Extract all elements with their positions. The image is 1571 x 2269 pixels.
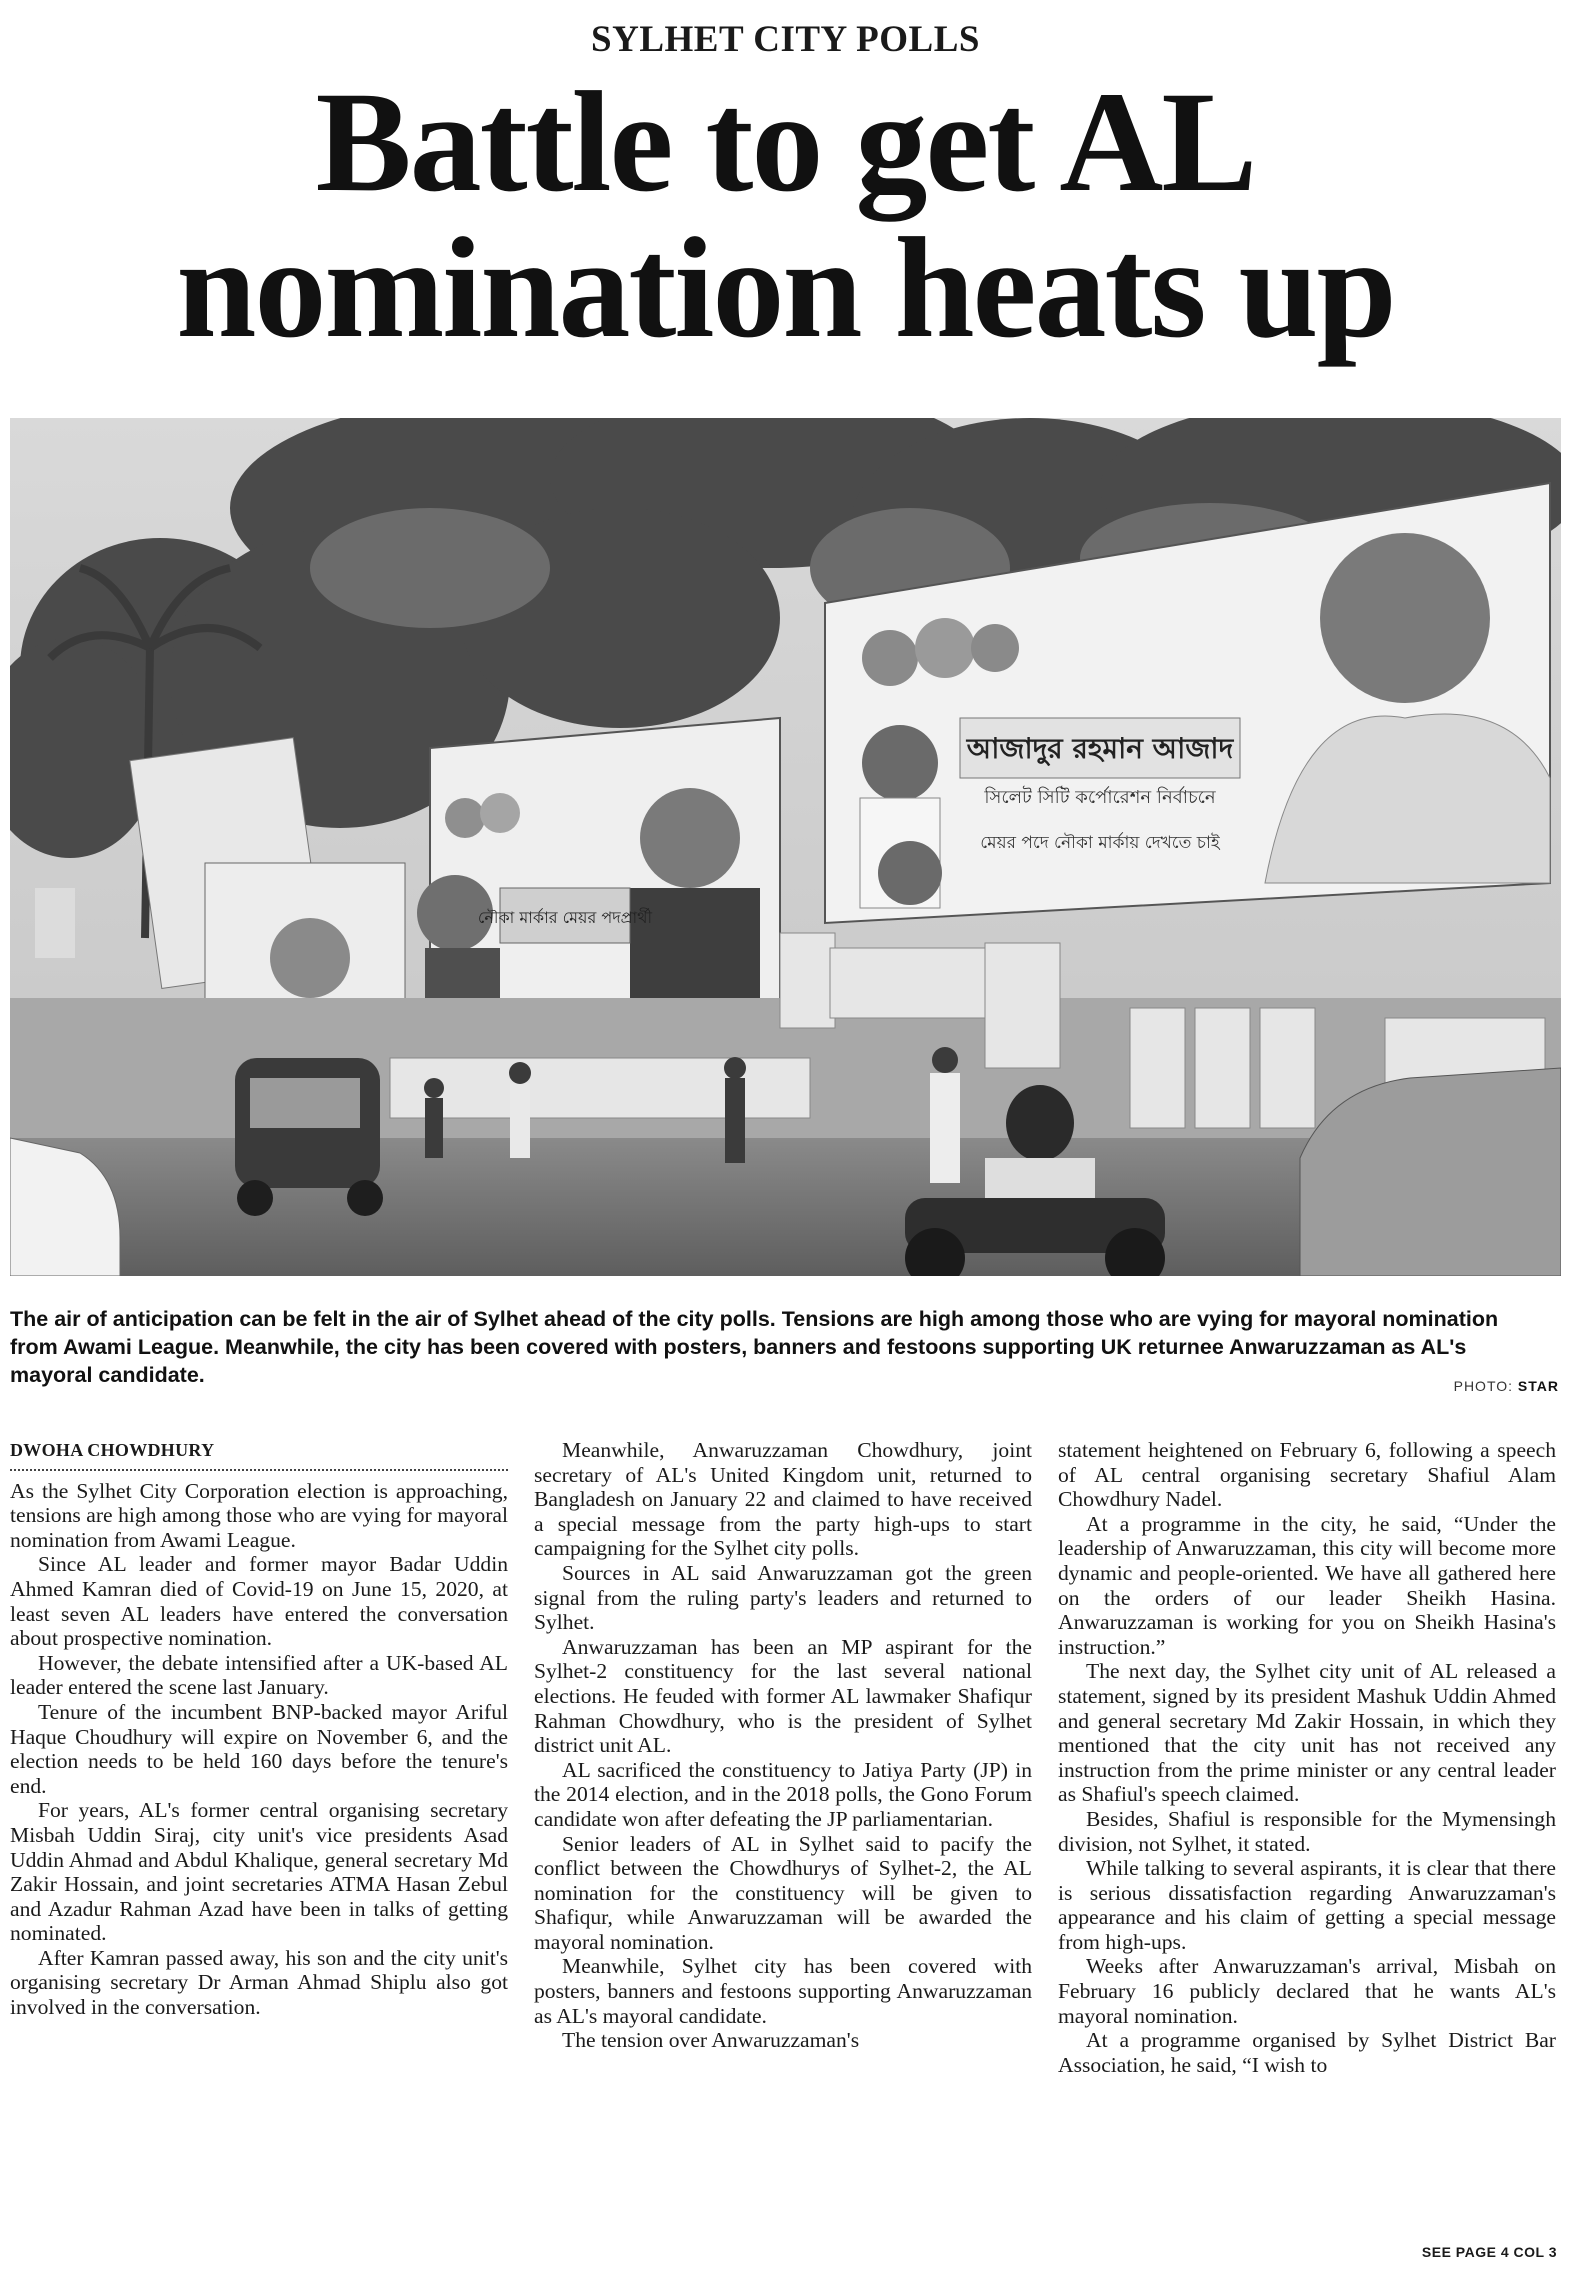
article-column-1 bbox=[10, 1438, 508, 2020]
campaign-banner-middle bbox=[417, 718, 780, 1018]
paragraph: Meanwhile, Anwaruzzaman Chowdhury, joint secretary of AL's United Kingdom unit, returned to Bangladesh on January 22 and claimed to have received a special message from the party high-ups to start campaigning for the Sylhet city polls. bbox=[534, 1438, 1032, 1561]
headline-line-2: nomination heats up bbox=[176, 209, 1395, 368]
banner-right-name: আজাদুর রহমান আজাদ bbox=[966, 732, 1234, 765]
news-photo bbox=[10, 418, 1561, 1276]
paragraph: Anwaruzzaman has been an MP aspirant for the Sylhet-2 constituency for the last several national elections. He feuded with former AL lawmaker Shafiqur Rahman Chowdhury, who is the president of Sylhet district unit AL. bbox=[534, 1634, 1032, 1758]
photo-credit-source: STAR bbox=[1517, 1378, 1559, 1394]
banner-left-text: নৌকা মার্কার মেয়র পদপ্রার্থী bbox=[477, 908, 653, 927]
paragraph: Besides, Shafiul is responsible for the Mymensingh division, not Sylhet, it stated. bbox=[1058, 1806, 1556, 1856]
article-column-3 bbox=[1058, 1438, 1556, 2077]
photo-credit-label: PHOTO: bbox=[1453, 1378, 1514, 1394]
paragraph: The tension over Anwaruzzaman's bbox=[562, 2028, 860, 2053]
paragraph: While talking to several aspirants, it is clear that there is serious dissatisfaction regarding Anwaruzzaman's appearance and his claim of getting a special message from high-ups. bbox=[1058, 1856, 1556, 1954]
paragraph: statement heightened on February 6, following a speech of AL central organising secretary Shafiul Alam Chowdhury Nadel. bbox=[1058, 1438, 1556, 1512]
paragraph: For years, AL's former central organising secretary Misbah Uddin Siraj, city unit's vice presidents Asad Uddin Ahmad and Abdul Khalique, general secretary Md Zakir Hossain, and joint secretaries ATMA Hasan Zebul and Azadur Rahman Azad have been in talks of getting nominated. bbox=[10, 1798, 508, 1946]
street-scene-illustration bbox=[10, 418, 1561, 1276]
jump-line: SEE PAGE 4 COL 3 bbox=[1421, 2244, 1557, 2260]
paragraph: AL sacrificed the constituency to Jatiya Party (JP) in the 2014 election, and in the 2018 polls, the Gono Forum candidate won after defeating the JP parliamentarian. bbox=[534, 1757, 1032, 1831]
paragraph: Meanwhile, Sylhet city has been covered with posters, banners and festoons supporting Anwaruzzaman as AL's mayoral candidate. bbox=[534, 1954, 1032, 2028]
paragraph: At a programme in the city, he said, “Under the leadership of Anwaruzzaman, this city will become more dynamic and people-oriented. We have all gathered here on the orders of our leader Sheikh Hasina. Anwaruzzaman is working for you on Sheikh Hasina's instruction.” bbox=[1058, 1511, 1556, 1659]
headline bbox=[0, 63, 1571, 368]
paragraph: The next day, the Sylhet city unit of AL released a statement, signed by its president Mashuk Uddin Ahmed and general secretary Md Zakir Hossain, in which they mentioned that the city unit has not received any instruction from the prime minister or any central leader as Shafiul's speech claimed. bbox=[1058, 1659, 1556, 1807]
paragraph: After Kamran passed away, his son and the city unit's organising secretary Dr Arman Ahmad Shiplu also got involved in the conversation. bbox=[10, 1945, 508, 2020]
section-kicker: SYLHET CITY POLLS bbox=[591, 19, 980, 60]
paragraph: Weeks after Anwaruzzaman's arrival, Misbah on February 16 publicly declared that he wants AL's mayoral nomination. bbox=[1058, 1954, 1556, 2028]
paragraph: Tenure of the incumbent BNP-backed mayor Ariful Haque Choudhury will expire on November 6, and the election needs to be held 160 days before the tenure's end. bbox=[10, 1699, 508, 1798]
photo-caption: The air of anticipation can be felt in the air of Sylhet ahead of the city polls. Tensions are high among those who are vying for mayoral nomination from Awami League. Meanwhile, the city has been covered with posters, banners and festoons supporting UK returnee Anwaruzzaman as AL's mayoral candidate. bbox=[10, 1307, 1499, 1387]
byline: DWOHA CHOWDHURY bbox=[10, 1438, 508, 1471]
paragraph: Since AL leader and former mayor Badar Uddin Ahmed Kamran died of Covid-19 on June 15, 2020, at least seven AL leaders have entered the conversation about prospective nomination. bbox=[10, 1552, 508, 1651]
paragraph: Sources in AL said Anwaruzzaman got the green signal from the ruling party's leaders and returned to Sylhet. bbox=[534, 1560, 1032, 1635]
banner-right-slogan: মেয়র পদে নৌকা মার্কায় দেখতে চাই bbox=[980, 833, 1220, 853]
paragraph: Senior leaders of AL in Sylhet said to pacify the conflict between the Chowdhurys of Sylhet-2, the AL nomination for the constituency will be given to Shafiqur, while Anwaruzzaman will be awarded the mayoral nomination. bbox=[534, 1831, 1032, 1954]
article-column-2 bbox=[534, 1438, 1032, 2053]
banner-right-sub: সিলেট সিটি কর্পোরেশন নির্বাচনে bbox=[984, 787, 1216, 808]
paragraph: As the Sylhet City Corporation election is approaching, tensions are high among those who are vying for mayoral nomination from Awami League. bbox=[10, 1478, 508, 1552]
paragraph: However, the debate intensified after a UK-based AL leader entered the scene last January. bbox=[10, 1650, 508, 1700]
photo-credit bbox=[1454, 1378, 1559, 1394]
headline-line-1: Battle to get AL bbox=[315, 63, 1256, 222]
paragraph: At a programme organised by Sylhet District Bar Association, he said, “I wish to bbox=[1058, 2028, 1556, 2077]
